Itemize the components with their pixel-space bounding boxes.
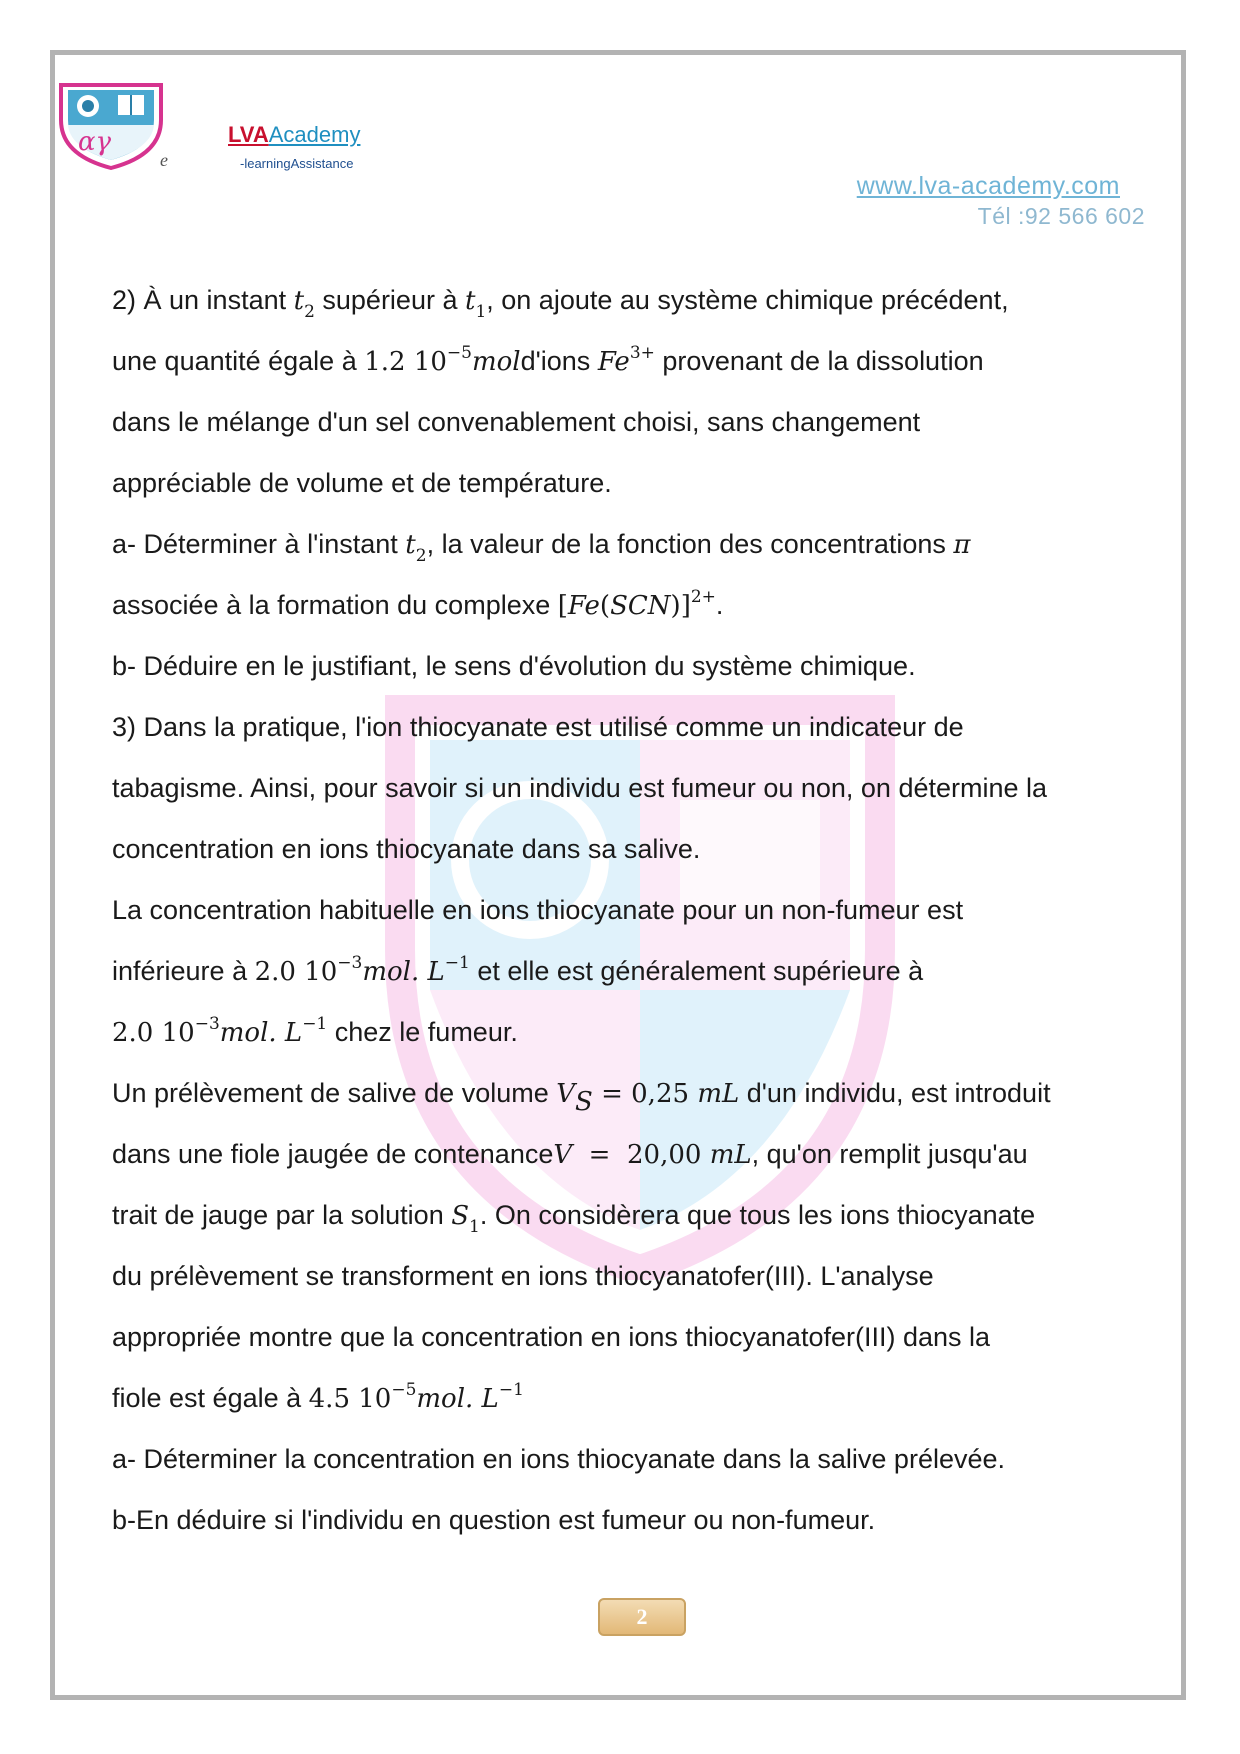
text-line: La concentration habituelle en ions thiocyanate pour un non-fumeur est <box>112 895 964 925</box>
exercise-text <box>112 270 1182 1551</box>
text-line: associée à la formation du complexe $[Fe(SCN)]^{2+}$. <box>112 587 724 621</box>
text-line: dans une fiole jaugée de contenanceV = 20,00 mL, qu'on remplit jusqu'au <box>112 1139 1028 1170</box>
text-line: a- Déterminer à l'instant $t_2$, la valeur de la fonction des concentrations π <box>112 529 971 567</box>
website-link[interactable]: www.lva-academy.com <box>856 172 1120 200</box>
text-line: a- Déterminer la concentration en ions thiocyanate dans la salive prélevée. <box>112 1444 1006 1474</box>
text-line: 2.0 $10^{-3}mol$. $L^{-1}$ chez le fumeur. <box>112 1014 518 1048</box>
text-line: Un prélèvement de salive de volume $V_S = 0,25$ mL d'un individu, est introduit <box>112 1078 1051 1118</box>
text-line: appropriée montre que la concentration en ions thiocyanatofer(III) dans la <box>112 1322 991 1352</box>
lva-logo <box>56 80 166 170</box>
text-line: fiole est égale à 4.5 $10^{-5}mol$. $L^{-1}$ <box>112 1380 524 1414</box>
text-line: 2) À un instant $t_2$ supérieur à $t_1$, on ajoute au système chimique précédent, <box>112 285 1009 323</box>
page-number-badge: 2 <box>598 1598 686 1636</box>
text-line: b-En déduire si l'individu en question est fumeur ou non-fumeur. <box>112 1505 876 1535</box>
logo-e-mark: e <box>160 150 168 170</box>
brand-name: LVAAcademy <box>228 122 361 147</box>
text-line: concentration en ions thiocyanate dans sa salive. <box>112 834 701 864</box>
text-line: tabagisme. Ainsi, pour savoir si un individu est fumeur ou non, on détermine la <box>112 773 1048 803</box>
logo-glyph: αγ <box>78 127 112 157</box>
phone-number: Tél :92 566 602 <box>977 203 1145 229</box>
text-line: du prélèvement se transforment en ions thiocyanatofer(III). L'analyse <box>112 1261 934 1291</box>
text-line: appréciable de volume et de température. <box>112 468 612 498</box>
text-line: 3) Dans la pratique, l'ion thiocyanate est utilisé comme un indicateur de <box>112 712 964 742</box>
text-line: une quantité égale à 1.2 $10^{-5}mold'ions$ $Fe^{3+}$ provenant de la dissolution <box>112 343 984 377</box>
text-line: b- Déduire en le justifiant, le sens d'évolution du système chimique. <box>112 651 916 681</box>
text-line: inférieure à 2.0 $10^{-3}mol$. $L^{-1}$ et elle est généralement supérieure à <box>112 953 924 987</box>
brand-tagline: -learningAssistance <box>240 156 354 171</box>
text-line: dans le mélange d'un sel convenablement choisi, sans changement <box>112 407 921 437</box>
text-line: trait de jauge par la solution $S_1$. On considèrera que tous les ions thiocyanate <box>112 1200 1036 1238</box>
